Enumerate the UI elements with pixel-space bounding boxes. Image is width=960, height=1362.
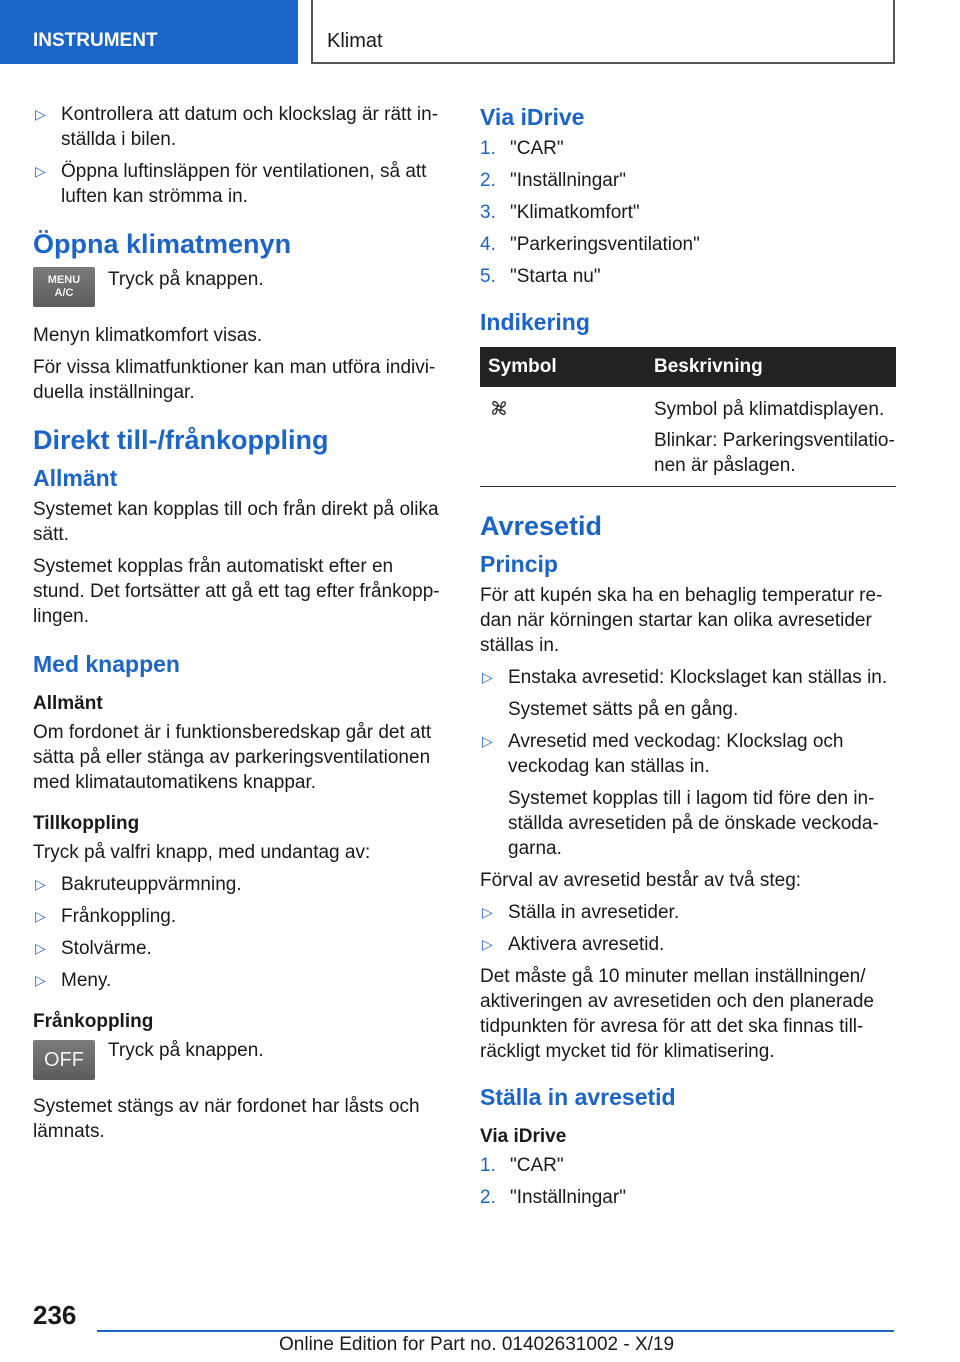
table-row [480, 387, 896, 487]
heading-with-button: Med knappen [33, 651, 180, 677]
paragraph: Förval av avresetid består av två steg: [480, 870, 802, 891]
table-header-symbol: Symbol [480, 347, 646, 387]
heading-open-climate-menu: Öppna klimatmenyn [33, 229, 292, 259]
left-column [33, 102, 443, 1144]
menu-button-text: Tryck på knappen. [108, 269, 264, 290]
menu-button-row [33, 267, 443, 309]
paragraph: Systemet kan kopplas till och från direkt på olika sätt. [33, 499, 439, 545]
triangle-right-icon: ▷ [35, 876, 46, 892]
off-button-row [33, 1038, 443, 1080]
table-cell-description: Symbol på klimatdisplayen. Blinkar: Parkeringsventilationen är påslagen. [646, 387, 896, 487]
paragraph: Om fordonet är i funktionsberedskap går det att sätta på eller stänga av parkeringsventilationen med klimatautomatikens knappar. [33, 722, 432, 793]
list-item: ▷ Öppna luftinsläppen för ventilationen, så att luften kan strömma in. [35, 161, 427, 207]
triangle-right-icon: ▷ [35, 972, 46, 988]
list-item: ▷ Bakruteuppvärmning. [35, 874, 242, 895]
paragraph: För att kupén ska ha en behaglig temperatur redan när körningen startar kan olika avresetider ställas in. [480, 585, 883, 656]
indication-table [480, 347, 896, 487]
heading-indication: Indikering [480, 309, 590, 335]
right-column [480, 102, 896, 1217]
subheading-switch-on: Tillkoppling [33, 813, 140, 834]
list-item: ▷ Avresetid med veckodag: Klockslag och veckodag kan ställas in. [482, 731, 844, 777]
triangle-right-icon: ▷ [482, 669, 493, 685]
list-item: ▷ Enstaka avresetid: Klockslaget kan ställas in. [482, 667, 888, 688]
triangle-right-icon: ▷ [35, 940, 46, 956]
triangle-right-icon: ▷ [482, 733, 493, 749]
paragraph: Systemet stängs av när fordonet har låsts och lämnats. [33, 1096, 420, 1142]
off-button-text: Tryck på knappen. [108, 1040, 264, 1061]
paragraph: Systemet kopplas från automatiskt efter en stund. Det fortsätter att gå ett tag efter frånkopplingen. [33, 556, 440, 627]
triangle-right-icon: ▷ [35, 908, 46, 924]
heading-principle: Princip [480, 551, 558, 577]
list-item: 1. "CAR" [480, 1155, 564, 1176]
paragraph: Systemet kopplas till i lagom tid före den inställda avresetiden på de önskade veckodagarna. [508, 788, 879, 859]
heading-set-departure-time: Ställa in avresetid [480, 1084, 676, 1110]
triangle-right-icon: ▷ [482, 936, 493, 952]
triangle-right-icon: ▷ [35, 163, 46, 179]
footer-edition: Online Edition for Part no. 01402631002 - X/19 [279, 1334, 675, 1355]
list-item: ▷ Ställa in avresetider. [482, 902, 680, 923]
list-item: 1. "CAR" [480, 138, 564, 159]
heading-general: Allmänt [33, 465, 118, 491]
list-item: ▷ Frånkoppling. [35, 906, 177, 927]
chapter-label: INSTRUMENT [33, 30, 158, 51]
heading-direct-on-off: Direkt till-/frånkoppling [33, 425, 329, 455]
list-item: 2. "Inställningar" [480, 170, 626, 191]
paragraph: Tryck på valfri knapp, med undantag av: [33, 842, 371, 863]
list-item: ▷ Aktivera avresetid. [482, 934, 665, 955]
off-button-icon: OFF [33, 1040, 95, 1080]
paragraph: Systemet sätts på en gång. [508, 699, 739, 720]
table-cell-symbol [480, 387, 646, 487]
page-number: 236 [33, 1300, 77, 1330]
heading-departure-time: Avresetid [480, 511, 603, 541]
heading-via-idrive: Via iDrive [480, 104, 585, 130]
menu-ac-button-icon: MENU A/C [33, 267, 95, 307]
footer-divider [97, 1330, 894, 1332]
list-item: 3. "Klimatkomfort" [480, 202, 640, 223]
subheading-via-idrive: Via iDrive [480, 1126, 567, 1147]
list-item: ▷ Stolvärme. [35, 938, 152, 959]
triangle-right-icon: ▷ [482, 904, 493, 920]
paragraph: För vissa klimatfunktioner kan man utföra individuella inställningar. [33, 357, 436, 403]
table-header-description: Beskrivning [646, 347, 896, 387]
list-item: 2. "Inställningar" [480, 1187, 626, 1208]
section-header [311, 0, 895, 64]
list-item: ▷ Kontrollera att datum och klockslag är rätt inställda i bilen. [35, 104, 439, 150]
list-item: 4. "Parkeringsventilation" [480, 234, 700, 255]
fan-icon [488, 403, 510, 424]
chapter-tab[interactable] [0, 0, 298, 64]
paragraph: Menyn klimatkomfort visas. [33, 325, 263, 346]
triangle-right-icon: ▷ [35, 106, 46, 122]
list-item: 5. "Starta nu" [480, 266, 601, 287]
subheading-switch-off: Frånkoppling [33, 1011, 154, 1032]
paragraph: Det måste gå 10 minuter mellan inställningen/ aktiveringen av avresetiden och den planerade tidpunkten för avresa för att det ska finnas tillräckligt mycket tid för klimatisering. [480, 966, 874, 1062]
list-item: ▷ Meny. [35, 970, 112, 991]
subheading-general: Allmänt [33, 693, 103, 714]
section-label: Klimat [327, 30, 383, 52]
